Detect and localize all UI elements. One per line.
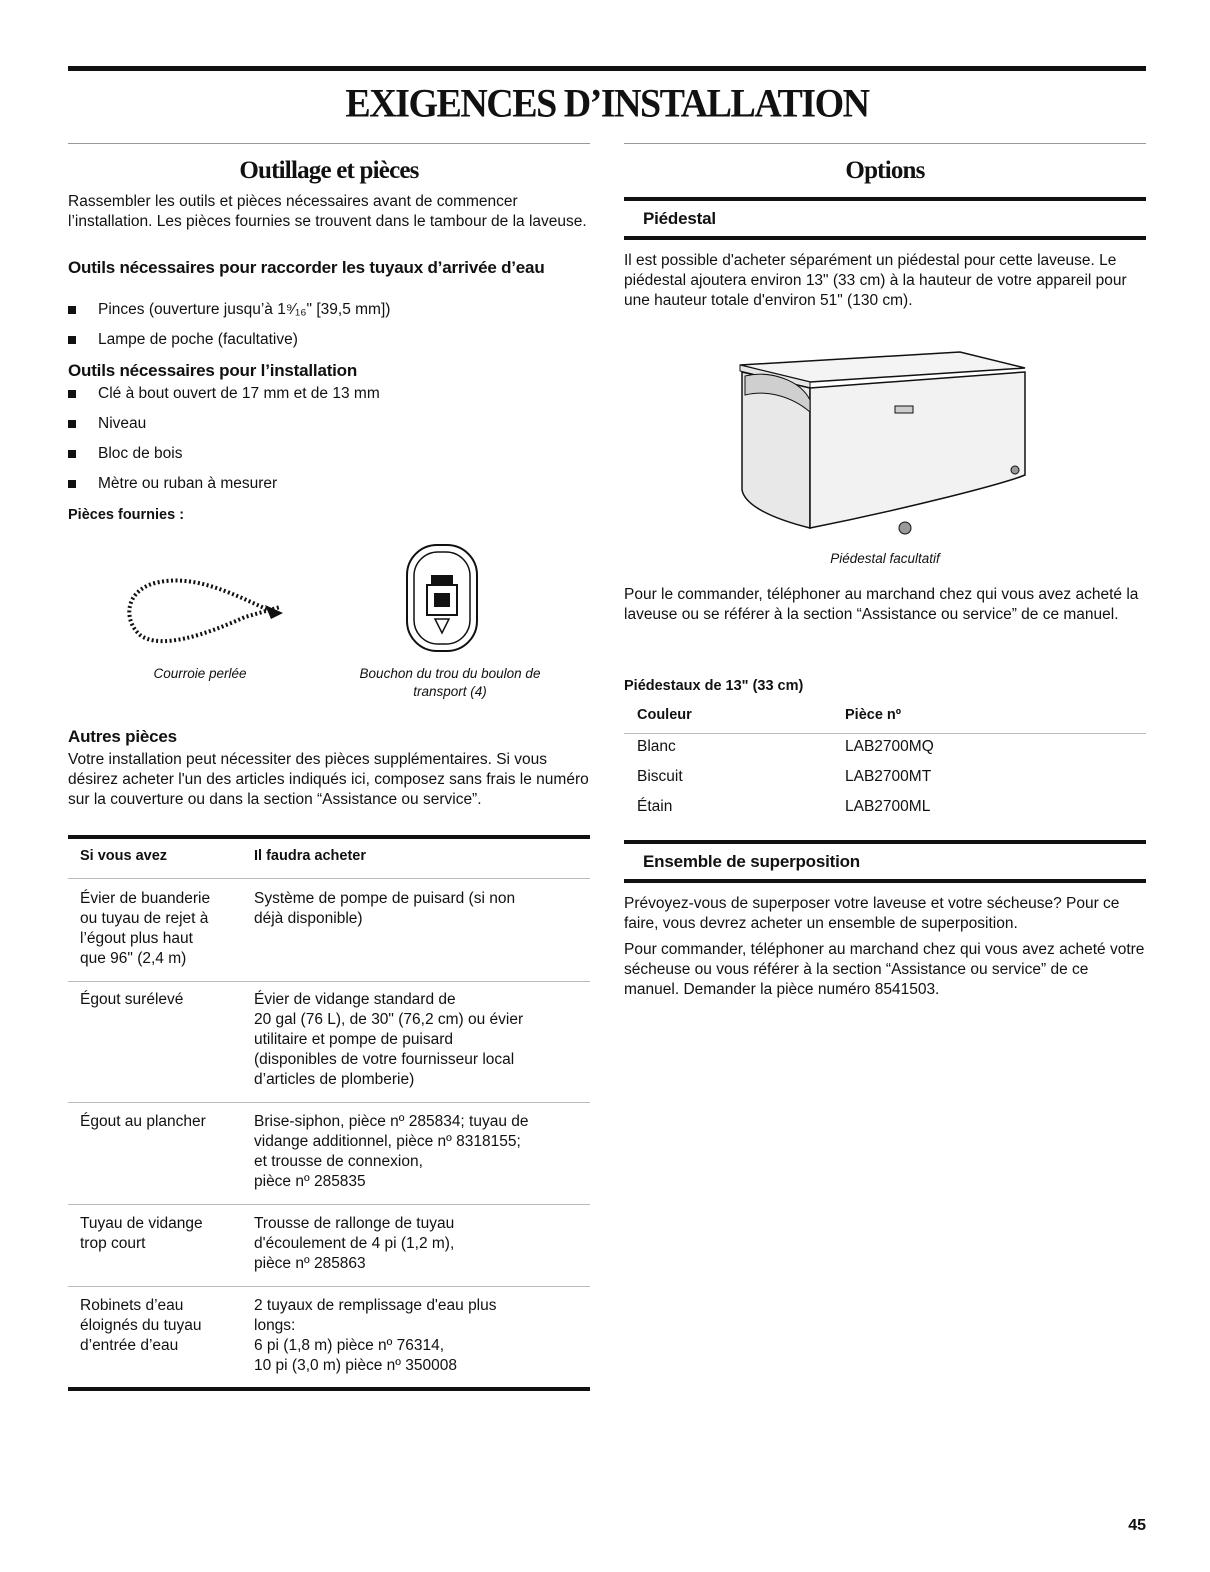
table-cell-have: Égout surélevé <box>80 991 184 1008</box>
stack-top-rule <box>624 840 1146 844</box>
pedestal-table-heading: Piédestaux de 13" (33 cm) <box>624 678 804 694</box>
beaded-strap-illustration <box>115 565 290 655</box>
bullet-icon <box>68 420 76 428</box>
stack-heading: Ensemble de superposition <box>643 852 860 871</box>
transport-bolt-plug-illustration <box>405 543 480 655</box>
other-parts-paragraph: Votre installation peut nécessiter des pièces supplémentaires. Si vous désirez acheter l'un des articles indiqués ici, composez sans frais le numéro sur la couverture ou dans la section “Assistance ou service”. <box>68 751 589 808</box>
table-cell-have: Égout au plancher <box>80 1113 206 1130</box>
pedestal-table-color: Biscuit <box>637 768 683 785</box>
pedestal-table-header-rule <box>624 733 1146 734</box>
bullet-icon <box>68 480 76 488</box>
list-item: Lampe de poche (facultative) <box>68 330 588 350</box>
list-item: Niveau <box>68 414 588 434</box>
table-cell-buy: Système de pompe de puisard (si non déjà disponible) <box>254 890 516 927</box>
other-parts-heading: Autres pièces <box>68 727 177 746</box>
stack-paragraph-1: Prévoyez-vous de superposer votre laveuse et votre sécheuse? Pour ce faire, vous devrez acheter un ensemble de superposition. <box>624 895 1120 932</box>
stack-paragraph-2: Pour commander, téléphoner au marchand chez qui vous avez acheté votre sécheuse ou vous référer à la section “Assistance ou service” de ce manuel. Demander la pièce numéro 8541503. <box>624 941 1145 998</box>
tools-install-heading: Outils nécessaires pour l’installation <box>68 361 358 380</box>
pedestal-table-part: LAB2700ML <box>845 798 931 815</box>
pedestal-table-part: LAB2700MT <box>845 768 932 785</box>
stack-bottom-rule <box>624 879 1146 883</box>
bullet-icon <box>68 450 76 458</box>
table-cell-buy: Trousse de rallonge de tuyau d'écoulement de 4 pi (1,2 m), pièce nº 285863 <box>254 1215 455 1272</box>
table-cell-buy: Évier de vidange standard de 20 gal (76 L), de 30" (76,2 cm) ou évier utilitaire et pompe de puisard (disponibles de votre fournisseur local d’articles de plomberie) <box>254 991 524 1088</box>
top-rule <box>68 66 1146 71</box>
bullet-icon <box>68 336 76 344</box>
table-header-rule <box>68 878 590 879</box>
pedestal-table-header-part: Pièce nº <box>845 707 902 723</box>
list-item: Bloc de bois <box>68 444 588 464</box>
table-cell-have: Évier de buanderie ou tuyau de rejet à l’égout plus haut que 96" (2,4 m) <box>80 890 211 967</box>
table-bottom-rule <box>68 1387 590 1391</box>
table-header-buy: Il faudra acheter <box>254 848 367 864</box>
left-heading-rule <box>68 143 590 144</box>
bullet-icon <box>68 306 76 314</box>
table-row-rule <box>68 1102 590 1103</box>
parts-heading: Pièces fournies : <box>68 507 185 523</box>
pedestal-paragraph: Il est possible d'acheter séparément un piédestal pour cette laveuse. Le piédestal ajoutera environ 13" (33 cm) à la hauteur de votre appareil pour une hauteur totale d'environ 51" (130 cm). <box>624 252 1127 309</box>
pedestal-heading: Piédestal <box>643 209 716 228</box>
left-section-title: Outillage et pièces <box>239 157 419 184</box>
caption-strap: Courroie perlée <box>153 666 247 681</box>
caption-plug: Bouchon du trou du boulon de transport (4) <box>359 666 541 699</box>
table-row-rule <box>68 1204 590 1205</box>
page-number: 45 <box>1128 1517 1146 1534</box>
pedestal-top-rule <box>624 197 1146 201</box>
pedestal-caption: Piédestal facultatif <box>830 551 940 566</box>
table-cell-have: Robinets d’eau éloignés du tuyau d’entrée d’eau <box>80 1297 202 1354</box>
pedestal-bottom-rule <box>624 236 1146 240</box>
table-header-have: Si vous avez <box>80 848 168 864</box>
intro-paragraph: Rassembler les outils et pièces nécessaires avant de commencer l’installation. Les pièces fournies se trouvent dans le tambour de la laveuse. <box>68 193 587 230</box>
right-section-title: Options <box>845 157 925 184</box>
right-heading-rule <box>624 143 1146 144</box>
pedestal-table-part: LAB2700MQ <box>845 738 934 755</box>
table-cell-buy: 2 tuyaux de remplissage d'eau plus longs: 6 pi (1,8 m) pièce nº 76314, 10 pi (3,0 m) pièce nº 350008 <box>254 1297 497 1374</box>
table-top-rule <box>68 835 590 839</box>
pedestal-table-color: Blanc <box>637 738 676 755</box>
pedestal-order-paragraph: Pour le commander, téléphoner au marchand chez qui vous avez acheté la laveuse ou se référer à la section “Assistance ou service” de ce manuel. <box>624 586 1139 623</box>
list-item: Pinces (ouverture jusqu’à 1⁹⁄₁₆" [39,5 mm]) <box>68 300 588 320</box>
table-cell-have: Tuyau de vidange trop court <box>80 1215 203 1252</box>
pedestal-table-color: Étain <box>637 798 673 815</box>
tools-water-heading: Outils nécessaires pour raccorder les tuyaux d’arrivée d’eau <box>68 258 545 277</box>
page-title: EXIGENCES D’INSTALLATION <box>345 81 869 127</box>
list-item: Mètre ou ruban à mesurer <box>68 474 588 494</box>
table-row-rule <box>68 1286 590 1287</box>
pedestal-illustration <box>730 340 1035 540</box>
pedestal-table-header-color: Couleur <box>637 707 692 723</box>
list-item: Clé à bout ouvert de 17 mm et de 13 mm <box>68 384 588 404</box>
bullet-icon <box>68 390 76 398</box>
table-cell-buy: Brise-siphon, pièce nº 285834; tuyau de vidange additionnel, pièce nº 8318155; et trousse de connexion, pièce nº 285835 <box>254 1113 529 1190</box>
table-row-rule <box>68 981 590 982</box>
